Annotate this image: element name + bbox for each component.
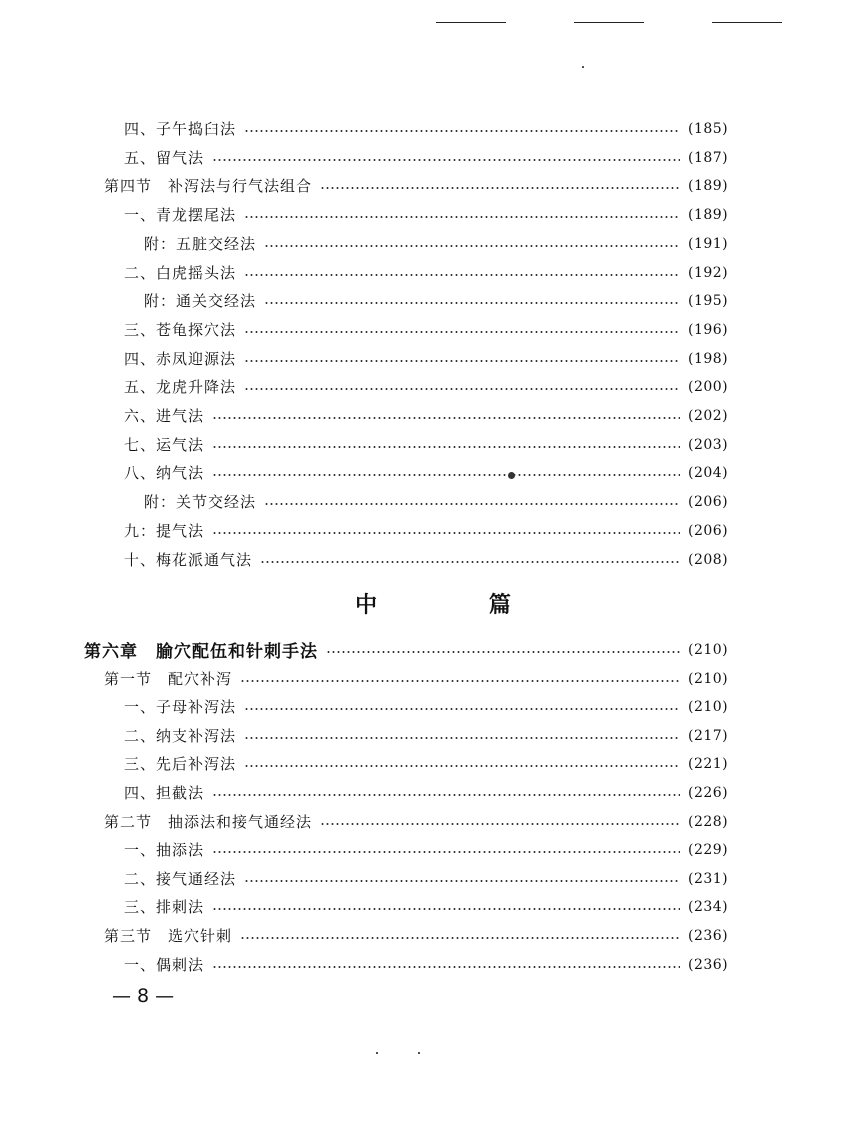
toc-entry-label: 四、子午捣臼法: [124, 120, 237, 138]
toc-entry-label: 六、进气法: [124, 407, 205, 425]
dot-leader: [244, 130, 680, 132]
dot-leader: [244, 274, 680, 276]
toc-entry-label: 十、梅花派通气法: [124, 551, 253, 569]
dot-leader: [212, 159, 680, 161]
toc-entry-page: (189): [688, 177, 729, 194]
toc-entry: [0, 545, 866, 574]
dot-leader: [244, 360, 680, 362]
dot-leader: [260, 561, 680, 563]
toc-entry-label: 一、偶刺法: [124, 956, 205, 974]
toc-entry: [0, 516, 866, 545]
dot-leader: [212, 417, 680, 419]
toc-entry-label: 七、运气法: [124, 436, 205, 454]
toc-entry: [0, 200, 866, 229]
toc-entry-label: 第三节 选穴针刺: [104, 927, 233, 945]
toc-entry: [0, 286, 866, 315]
dot-leader: [264, 503, 680, 505]
toc-entry: [0, 635, 866, 664]
toc-entry: [0, 950, 866, 979]
dot-leader: [244, 737, 680, 739]
dot-leader: [244, 880, 680, 882]
toc-entry-page: (203): [688, 436, 729, 453]
toc-entry-page: (217): [688, 727, 729, 744]
toc-entry: [0, 430, 866, 459]
dot-leader: [244, 331, 680, 333]
toc-entry-page: (206): [688, 522, 729, 539]
toc-entry-label: 五、留气法: [124, 149, 205, 167]
toc-entry-page: (198): [688, 350, 729, 367]
part-heading: 中 篇: [355, 593, 563, 618]
toc-entry-page: (234): [688, 898, 729, 915]
dot-leader: [212, 794, 680, 796]
toc-entry: [0, 315, 866, 344]
toc-entry-page: (228): [688, 813, 729, 830]
toc-entry-label: 一、青龙摆尾法: [124, 206, 237, 224]
toc-entry: [0, 401, 866, 430]
dot-leader: [244, 388, 680, 390]
top-rule: [436, 22, 506, 23]
toc-entry-page: (226): [688, 784, 729, 801]
dot-leader: [244, 216, 680, 218]
toc-entry-label: 四、担截法: [124, 784, 205, 802]
toc-entry-page: (202): [688, 407, 729, 424]
toc-entry-page: (187): [688, 149, 729, 166]
toc-entry: [0, 229, 866, 258]
toc-entry: [0, 807, 866, 836]
toc-entry-label: 附：关节交经法: [144, 493, 257, 511]
dot-leader: [244, 708, 680, 710]
ink-speck: [582, 66, 584, 68]
toc-entry-page: (231): [688, 870, 729, 887]
dot-leader: [212, 446, 680, 448]
page-number: — 8 —: [112, 985, 175, 1007]
dot-leader: [212, 532, 680, 534]
toc-entry-label: 三、苍龟探穴法: [124, 321, 237, 339]
toc-entry-page: (236): [688, 956, 729, 973]
toc-entry-page: (196): [688, 321, 729, 338]
dot-leader: [212, 966, 680, 968]
dot-leader: [240, 937, 680, 939]
toc-entry: [0, 778, 866, 807]
dot-leader: [264, 245, 680, 247]
toc-entry-page: (208): [688, 551, 729, 568]
toc-entry-label: 八、纳气法: [124, 464, 205, 482]
toc-entry: [0, 171, 866, 200]
toc-entry: [0, 921, 866, 950]
toc-entry-label: 第一节 配穴补泻: [104, 670, 233, 688]
toc-entry-page: (210): [688, 670, 729, 687]
toc-entry-page: (195): [688, 292, 729, 309]
toc-entry: [0, 864, 866, 893]
toc-entry: [0, 344, 866, 373]
toc-entry-label: 三、先后补泻法: [124, 755, 237, 773]
toc-entry: [0, 143, 866, 172]
toc-entry: [0, 258, 866, 287]
toc-entry: [0, 749, 866, 778]
toc-entry: [0, 835, 866, 864]
top-rule: [712, 22, 782, 23]
top-rule: [574, 22, 644, 23]
dot-leader: [212, 851, 680, 853]
toc-entry: [0, 372, 866, 401]
toc-entry-page: (206): [688, 493, 729, 510]
dot-leader: [212, 908, 680, 910]
toc-entry: [0, 458, 866, 487]
toc-entry-label: 二、接气通经法: [124, 870, 237, 888]
toc-entry-label: 四、赤凤迎源法: [124, 350, 237, 368]
toc-entry: [0, 487, 866, 516]
toc-entry-page: (210): [688, 698, 729, 715]
toc-entry-page: (221): [688, 755, 729, 772]
toc-entry-page: (236): [688, 927, 729, 944]
toc-entry-label: 附：五脏交经法: [144, 235, 257, 253]
toc-entry-page: (192): [688, 264, 729, 281]
ink-speck: [508, 472, 515, 479]
dot-leader: [264, 302, 680, 304]
dot-leader: [320, 823, 680, 825]
dot-leader: [326, 651, 680, 653]
toc-entry: [0, 114, 866, 143]
toc-entry-label: 一、子母补泻法: [124, 698, 237, 716]
dot-leader: [240, 680, 680, 682]
dot-leader: [320, 187, 680, 189]
toc-entry-page: (204): [688, 464, 729, 481]
toc-entry-page: (185): [688, 120, 729, 137]
toc-entry-page: (189): [688, 206, 729, 223]
toc-entry: [0, 692, 866, 721]
toc-entry-label: 第四节 补泻法与行气法组合: [104, 177, 313, 195]
dot-leader: [244, 765, 680, 767]
toc-entry-label: 二、纳支补泻法: [124, 727, 237, 745]
toc-entry-label: 一、抽添法: [124, 841, 205, 859]
toc-entry-label: 第二节 抽添法和接气通经法: [104, 813, 313, 831]
toc-entry-page: (200): [688, 378, 729, 395]
ink-speck: [418, 1052, 420, 1054]
toc-entry: [0, 721, 866, 750]
toc-entry-label: 二、白虎摇头法: [124, 264, 237, 282]
toc-entry-label: 三、排刺法: [124, 898, 205, 916]
toc-entry-label: 九：提气法: [124, 522, 205, 540]
toc-entry: [0, 664, 866, 693]
ink-speck: [376, 1052, 378, 1054]
toc-entry-label: 附：通关交经法: [144, 292, 257, 310]
dot-leader: [212, 474, 680, 476]
toc-entry-page: (191): [688, 235, 729, 252]
toc-entry-page: (229): [688, 841, 729, 858]
toc-entry-label: 第六章 腧穴配伍和针刺手法: [84, 642, 318, 662]
toc-entry-page: (210): [688, 641, 729, 658]
toc-entry: [0, 892, 866, 921]
toc-entry-label: 五、龙虎升降法: [124, 378, 237, 396]
